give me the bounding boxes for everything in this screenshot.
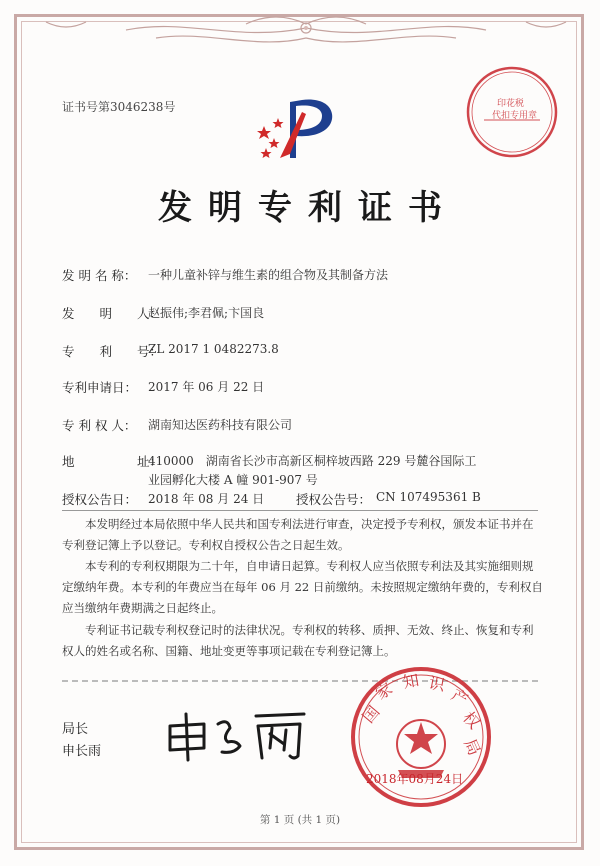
seal-date: 2018年08月24日	[366, 772, 464, 786]
stamp-middle-text-1: 印花税	[497, 99, 525, 109]
invention-name-label: 发 明 名 称：	[62, 268, 137, 283]
svg-text:产: 产	[448, 685, 472, 710]
grant-number-value: CN 107495361 B	[376, 490, 481, 504]
svg-text:识: 识	[427, 673, 447, 695]
svg-text:局: 局	[460, 735, 485, 759]
svg-text:国: 国	[358, 702, 384, 727]
grant-date-value: 2018 年 08 月 24 日	[148, 492, 265, 506]
handwritten-signature	[160, 704, 310, 764]
grant-number-label: 授权公告号：	[296, 492, 372, 507]
svg-text:知: 知	[401, 670, 421, 692]
patent-number-label: 专 利 号：	[62, 344, 163, 359]
official-seal-icon	[346, 662, 496, 812]
svg-text:权: 权	[459, 707, 484, 733]
address-line-1: 410000 湖南省长沙市高新区桐梓坡西路 229 号麓谷国际工	[148, 454, 477, 468]
filing-date-label: 专利申请日：	[62, 380, 138, 395]
page-footer: 第 1 页 (共 1 页)	[259, 814, 341, 826]
certificate-number: 证书号第3046238号	[62, 100, 176, 114]
inventors-label: 发 明 人：	[62, 306, 163, 321]
director-title: 局长	[62, 722, 89, 737]
patentee-value: 湖南知达医药科技有限公司	[148, 418, 293, 432]
svg-text:家: 家	[372, 678, 396, 704]
paragraph-1: 本发明经过本局依照中华人民共和国专利法进行审查，决定授予专利权，颁发本证书并在专利登记簿上予以登记。专利权自授权公告之日起生效。	[62, 517, 534, 552]
page-title: 发明专利证书	[158, 188, 458, 228]
patent-number-value: ZL 2017 1 0482273.8	[148, 342, 279, 356]
address-line-2: 业园孵化大楼 A 幢 901-907 号	[148, 473, 318, 487]
invention-name-value: 一种儿童补锌与维生素的组合物及其制备方法	[148, 268, 389, 282]
paragraph-2: 本专利的专利权期限为二十年，自申请日起算。专利权人应当依照专利法及其实施细则规定缴纳年费。本专利的年费应当在每年 06 月 22 日前缴纳。未按照规定缴纳年费的，专利权自应当缴纳年费期满之日起终止。	[62, 559, 543, 615]
grant-date-label: 授权公告日：	[62, 492, 138, 507]
patent-office-emblem-icon	[250, 92, 350, 172]
filing-date-value: 2017 年 06 月 22 日	[148, 380, 265, 394]
inventors-value: 赵振伟;李君佩;卞国良	[148, 306, 265, 320]
stamp-middle-text-2: 代扣专用章	[492, 111, 538, 121]
director-name: 申长雨	[62, 744, 102, 759]
paragraph-3: 专利证书记载专利权登记时的法律状况。专利权的转移、质押、无效、终止、恢复和专利权人的姓名或名称、国籍、地址变更等事项记载在专利登记簿上。	[62, 623, 534, 658]
patentee-label: 专 利 权 人：	[62, 418, 137, 433]
address-label: 地 址：	[62, 454, 163, 469]
divider	[62, 510, 538, 511]
